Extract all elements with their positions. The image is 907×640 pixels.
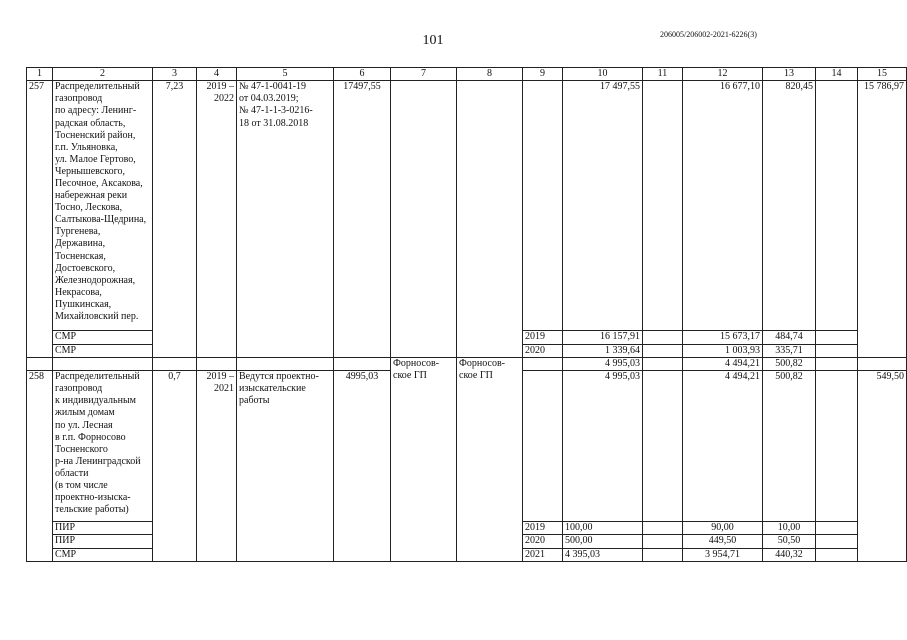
empty-cell bbox=[53, 357, 153, 370]
cost-cell: 17497,55 bbox=[334, 81, 391, 358]
cell-federal: 449,50 bbox=[683, 535, 763, 548]
header-row bbox=[27, 68, 907, 81]
empty-cell bbox=[816, 344, 858, 357]
row-number: 257 bbox=[27, 81, 53, 358]
empty-cell bbox=[816, 535, 858, 548]
col-header: 5 bbox=[237, 68, 334, 81]
cell-regional: 335,71 bbox=[763, 344, 816, 357]
municipality-cell: Форносов- ское ГП bbox=[391, 357, 457, 561]
col-header: 1 bbox=[27, 68, 53, 81]
work-type: ПИР bbox=[53, 522, 153, 535]
expertise-cell: Ведутся проектно- изыскательские работы bbox=[237, 371, 334, 562]
cost-cell: 4995,03 bbox=[334, 371, 391, 562]
col-header: 7 bbox=[391, 68, 457, 81]
year-cell: 2020 bbox=[523, 535, 563, 548]
empty-cell bbox=[816, 371, 858, 522]
col-header: 3 bbox=[153, 68, 197, 81]
cell-federal: 16 677,10 bbox=[683, 81, 763, 331]
cell-regional: 10,00 bbox=[763, 522, 816, 535]
cell-regional: 500,82 bbox=[763, 357, 816, 370]
empty-cell bbox=[816, 357, 858, 370]
empty-cell bbox=[858, 357, 907, 370]
object-name: Распределительный газопровод по адресу: Ленинг- радская область, Тосненский район, г.п. Ульяновка, ул. Малое Гертово, Чернышевского, Песочное, Аксакова, набережная реки Тосно, Лескова, Салтыкова-Щедрина, Тургенева, Державина, Тосненская, Достоевского, Железнодорожная, Некрасова, Пушкинская, Михайловский пер. bbox=[53, 81, 153, 331]
cell-total: 4 995,03 bbox=[563, 357, 643, 370]
document-code: 206005/206002-2021-6226(3) bbox=[660, 30, 757, 39]
cell-total: 16 157,91 bbox=[563, 331, 643, 344]
year-cell: 2021 bbox=[523, 548, 563, 561]
empty-cell bbox=[153, 357, 197, 370]
cell-col15: 549,50 bbox=[858, 371, 907, 562]
cell-federal: 4 494,21 bbox=[683, 371, 763, 522]
cell-total: 100,00 bbox=[563, 522, 643, 535]
empty-cell bbox=[643, 81, 683, 331]
period-cell: 2019 – 2022 bbox=[197, 81, 237, 358]
col-header: 8 bbox=[457, 68, 523, 81]
col-header: 9 bbox=[523, 68, 563, 81]
empty-cell bbox=[643, 535, 683, 548]
work-type: СМР bbox=[53, 548, 153, 561]
work-type: ПИР bbox=[53, 535, 153, 548]
length-cell: 7,23 bbox=[153, 81, 197, 358]
col-header: 12 bbox=[683, 68, 763, 81]
empty-cell bbox=[457, 81, 523, 358]
cell-federal: 15 673,17 bbox=[683, 331, 763, 344]
empty-cell bbox=[643, 371, 683, 522]
cell-total: 17 497,55 bbox=[563, 81, 643, 331]
empty-cell bbox=[27, 357, 53, 370]
cell-federal: 1 003,93 bbox=[683, 344, 763, 357]
cell-total: 1 339,64 bbox=[563, 344, 643, 357]
period-cell: 2019 – 2021 bbox=[197, 371, 237, 562]
empty-cell bbox=[523, 357, 563, 370]
col-header: 11 bbox=[643, 68, 683, 81]
cell-total: 4 995,03 bbox=[563, 371, 643, 522]
municipality-cell: Форносов- ское ГП bbox=[457, 357, 523, 561]
empty-cell bbox=[237, 357, 334, 370]
empty-cell bbox=[643, 548, 683, 561]
expertise-cell: № 47-1-0041-19 от 04.03.2019; № 47-1-1-3-0216- 18 от 31.08.2018 bbox=[237, 81, 334, 358]
empty-cell bbox=[334, 357, 391, 370]
col-header: 13 bbox=[763, 68, 816, 81]
year-cell: 2019 bbox=[523, 331, 563, 344]
work-type: СМР bbox=[53, 344, 153, 357]
empty-cell bbox=[816, 522, 858, 535]
col-header: 6 bbox=[334, 68, 391, 81]
empty-cell bbox=[643, 357, 683, 370]
cell-regional: 820,45 bbox=[763, 81, 816, 331]
year-cell: 2019 bbox=[523, 522, 563, 535]
cell-regional: 500,82 bbox=[763, 371, 816, 522]
cell-col15: 15 786,97 bbox=[858, 81, 907, 358]
col-header: 15 bbox=[858, 68, 907, 81]
table-row bbox=[27, 357, 907, 370]
length-cell: 0,7 bbox=[153, 371, 197, 562]
empty-cell bbox=[816, 81, 858, 331]
col-header: 14 bbox=[816, 68, 858, 81]
page-number: 101 bbox=[422, 33, 444, 48]
row-number: 258 bbox=[27, 371, 53, 562]
cell-federal: 4 494,21 bbox=[683, 357, 763, 370]
empty-cell bbox=[391, 81, 457, 358]
col-header: 4 bbox=[197, 68, 237, 81]
investment-table bbox=[26, 67, 907, 562]
empty-cell bbox=[523, 81, 563, 331]
work-type: СМР bbox=[53, 331, 153, 344]
cell-regional: 50,50 bbox=[763, 535, 816, 548]
col-header: 2 bbox=[53, 68, 153, 81]
cell-total: 500,00 bbox=[563, 535, 643, 548]
table-row bbox=[27, 81, 907, 331]
col-header: 10 bbox=[563, 68, 643, 81]
cell-federal: 90,00 bbox=[683, 522, 763, 535]
object-name: Распределительный газопровод к индивидуальным жилым домам по ул. Лесная в г.п. Форносово Тосненского р-на Ленинградской области (в том числе проектно-изыска- тельские работы) bbox=[53, 371, 153, 522]
empty-cell bbox=[643, 344, 683, 357]
empty-cell bbox=[197, 357, 237, 370]
empty-cell bbox=[816, 331, 858, 344]
cell-total: 4 395,03 bbox=[563, 548, 643, 561]
cell-regional: 440,32 bbox=[763, 548, 816, 561]
empty-cell bbox=[816, 548, 858, 561]
empty-cell bbox=[523, 371, 563, 522]
cell-federal: 3 954,71 bbox=[683, 548, 763, 561]
empty-cell bbox=[643, 522, 683, 535]
cell-regional: 484,74 bbox=[763, 331, 816, 344]
year-cell: 2020 bbox=[523, 344, 563, 357]
empty-cell bbox=[643, 331, 683, 344]
